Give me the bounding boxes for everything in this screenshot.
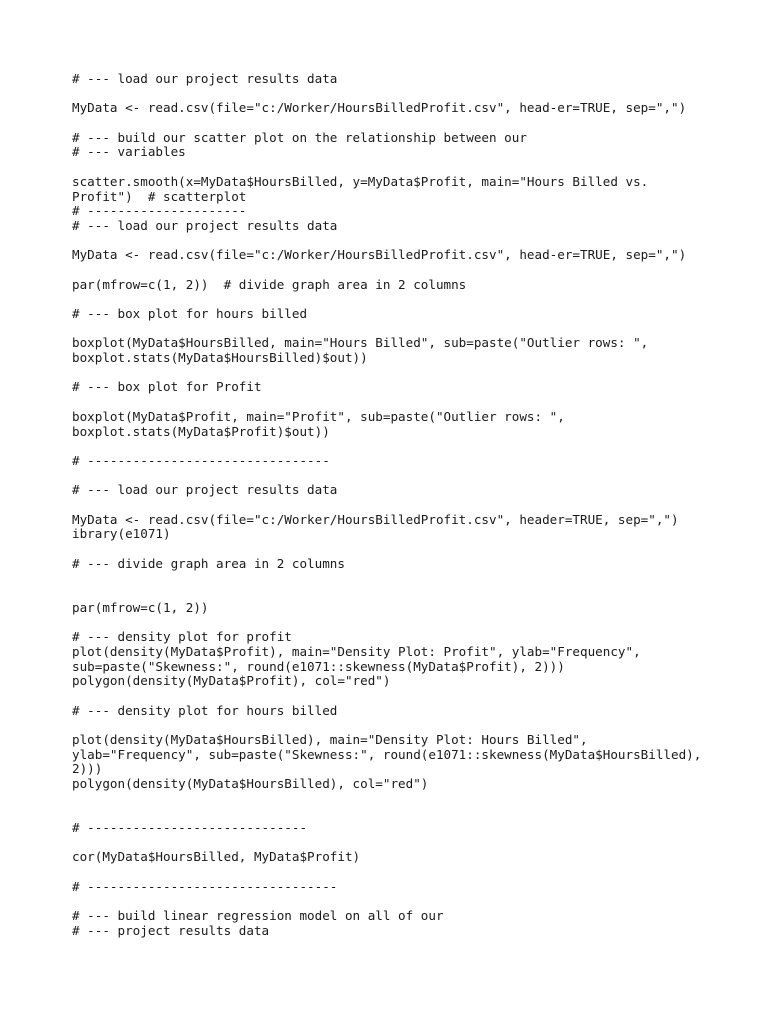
comment-line: # --- divide graph area in 2 columns: [72, 555, 345, 571]
comment-line: # --- box plot for Profit: [72, 379, 262, 395]
code-line: MyData <- read.csv(file="c:/Worker/HoursBilledProfit.csv", header=TRUE, sep=","): [72, 511, 679, 527]
blank-line: [72, 263, 722, 278]
blank-line: [72, 395, 722, 410]
blank-line: [72, 322, 722, 337]
code-line: polygon(density(MyData$HoursBilled), col="red"): [72, 776, 429, 791]
comment-line: # --- load our project results data: [72, 71, 338, 86]
comment-line: # --- load our project results data: [72, 482, 338, 498]
blank-line: [72, 542, 722, 557]
code-line: boxplot(MyData$Profit, main="Profit", sub=paste("Outlier rows: ",: [72, 408, 565, 424]
code-line: boxplot(MyData$HoursBilled, main="Hours Billed", sub=paste("Outlier rows: ",: [72, 335, 649, 351]
comment-line: # ---------------------: [72, 203, 247, 219]
code-line: cor(MyData$HoursBilled, MyData$Profit): [72, 849, 361, 865]
code-line: boxplot.stats(MyData$Profit)$out)): [72, 423, 330, 439]
blank-line: [72, 160, 722, 175]
blank-line: [72, 234, 722, 249]
comment-line: # --------------------------------: [72, 452, 330, 468]
code-line: plot(density(MyData$Profit), main="Density Plot: Profit", ylab="Frequency",: [72, 643, 641, 659]
code-line: ibrary(e1071): [72, 526, 171, 542]
blank-line: [72, 689, 722, 704]
comment-line: # --- density plot for hours billed: [72, 702, 338, 718]
code-line: MyData <- read.csv(file="c:/Worker/HoursBilledProfit.csv", head-er=TRUE, sep=","): [72, 100, 687, 116]
blank-line: [72, 895, 722, 910]
blank-line: [72, 718, 722, 733]
blank-line: [72, 469, 722, 484]
comment-line: # --- box plot for hours billed: [72, 306, 308, 321]
code-line: MyData <- read.csv(file="c:/Worker/HoursBilledProfit.csv", head-er=TRUE, sep=","): [72, 247, 687, 263]
code-line: par(mfrow=c(1, 2)): [72, 599, 209, 615]
comment-line: # --- variables: [72, 144, 186, 160]
comment-line: # --- load our project results data: [72, 217, 338, 233]
blank-line: [72, 439, 722, 454]
blank-line: [72, 292, 722, 307]
code-line: sub=paste("Skewness:", round(e1071::skewness(MyData$Profit), 2))): [72, 658, 565, 674]
comment-line: # ---------------------------------: [72, 878, 338, 894]
code-line: Profit") # scatterplot: [72, 188, 247, 204]
comment-line: # --- density plot for profit: [72, 629, 292, 645]
blank-line: [72, 615, 722, 630]
blank-line: [72, 865, 722, 880]
code-line: boxplot.stats(MyData$HoursBilled)$out)): [72, 350, 368, 366]
comment-line: # --- build linear regression model on all of our: [72, 908, 444, 924]
blank-line: [72, 116, 722, 131]
comment-line: # --- project results data: [72, 922, 270, 938]
blank-line: [72, 87, 722, 102]
blank-line: [72, 806, 722, 821]
comment-line: # --- build our scatter plot on the relationship between our: [72, 129, 527, 145]
code-line: 2))): [72, 761, 103, 777]
blank-line: [72, 366, 722, 381]
code-line: ylab="Frequency", sub=paste("Skewness:", round(e1071::skewness(MyData$HoursBilled),: [72, 746, 702, 762]
comment-line: # -----------------------------: [72, 820, 308, 836]
code-line: scatter.smooth(x=MyData$HoursBilled, y=MyData$Profit, main="Hours Billed vs.: [72, 173, 649, 189]
blank-line: [72, 571, 722, 586]
blank-line: [72, 792, 722, 807]
blank-line: [72, 836, 722, 851]
code-document: [72, 72, 722, 939]
blank-line: [72, 498, 722, 513]
code-line: polygon(density(MyData$Profit), col="red"): [72, 673, 391, 689]
blank-line: [72, 586, 722, 601]
code-line: plot(density(MyData$HoursBilled), main="Density Plot: Hours Billed",: [72, 731, 588, 747]
code-line: par(mfrow=c(1, 2)) # divide graph area in 2 columns: [72, 276, 467, 292]
